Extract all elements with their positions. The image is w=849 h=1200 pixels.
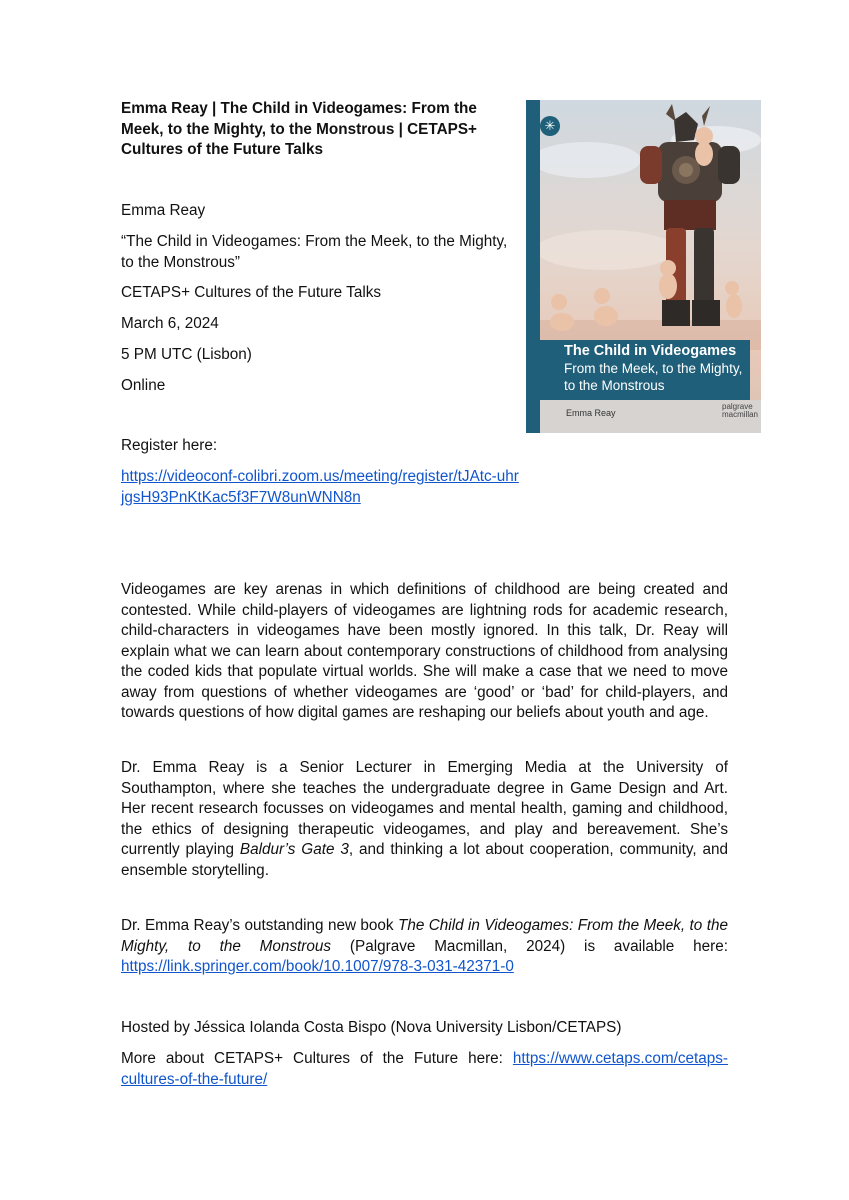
cover-title-box [540,340,750,400]
book-link[interactable]: https://link.springer.com/book/10.1007/978-3-031-42371-0 [121,958,514,975]
bio-text-2: , and thinking a lot about cooperation, community, and ensemble storytelling. [121,841,728,879]
bio-text-1: Dr. Emma Reay is a Senior Lecturer in Emerging Media at the University of Southampton, where she teaches the undergraduate degree in Game Design and Art. Her recent research focusses on videogames and mental health, gaming and childhood, the ethics of designing therapeutic videogames, and play and bereavement. She’s currently playing [121,759,728,858]
book-paragraph [121,916,728,978]
abstract-paragraph: Videogames are key arenas in which definitions of childhood are being created and contested. While child-players of videogames are lightning rods for academic research, child-characters in videogames have been mostly ignored. In this talk, Dr. Reay will explain what we can learn about contemporary constructions of childhood from analysing the coded kids that populate virtual worlds. She will make a case that we need to move away from questions of whether videogames are ‘good’ or ‘bad’ for child-players, and towards questions of how digital games are reshaping our beliefs about youth and age. [121,581,728,721]
register-link-container [121,467,521,508]
cover-subtitle-2: to the Monstrous [564,378,665,393]
springer-star-icon: ✳ [540,116,560,136]
book-text-2: (Palgrave Macmillan, 2024) is available here: [331,937,728,955]
cetaps-link[interactable]: https://www.cetaps.com/cetaps-cultures-of-the-future/ [121,1050,728,1088]
speaker-name: Emma Reay [121,202,206,219]
event-format: Online [121,377,166,394]
cover-publisher [722,403,758,419]
cover-publisher-line1: palgrave [722,402,753,411]
more-info-paragraph [121,1049,728,1090]
cover-spine-strip [526,100,540,433]
more-info-label: More about CETAPS+ Cultures of the Future here: [121,1050,513,1067]
book-text-1: Dr. Emma Reay’s outstanding new book [121,917,398,934]
bio-paragraph [121,758,728,881]
event-time: 5 PM UTC (Lisbon) [121,346,252,363]
event-date: March 6, 2024 [121,315,219,332]
cover-subtitle-1: From the Meek, to the Mighty, [564,361,743,376]
cover-publisher-line2: macmillan [722,410,759,419]
register-label: Register here: [121,437,218,454]
bio-game-title: Baldur’s Gate 3 [239,841,349,858]
talk-title: “The Child in Videogames: From the Meek, to the Mighty, to the Monstrous” [121,233,508,271]
series-name: CETAPS+ Cultures of the Future Talks [121,284,382,301]
cover-author: Emma Reay [566,408,616,418]
document-title: Emma Reay | The Child in Videogames: From the Meek, to the Mighty, to the Monstrous | CETAPS+ Cultures of the Future Talks [121,100,477,158]
register-link[interactable]: https://videoconf-colibri.zoom.us/meeting/register/tJAtc-uhrjgsH93PnKtKac5f3F7W8unWNN8n [121,468,519,506]
book-title: The Child in Videogames: From the Meek, to the Mighty, to the Monstrous [121,917,728,955]
cover-title: The Child in Videogames [564,343,737,359]
host-line: Hosted by Jéssica Iolanda Costa Bispo (Nova University Lisbon/CETAPS) [121,1019,622,1036]
book-cover-image [526,100,761,433]
